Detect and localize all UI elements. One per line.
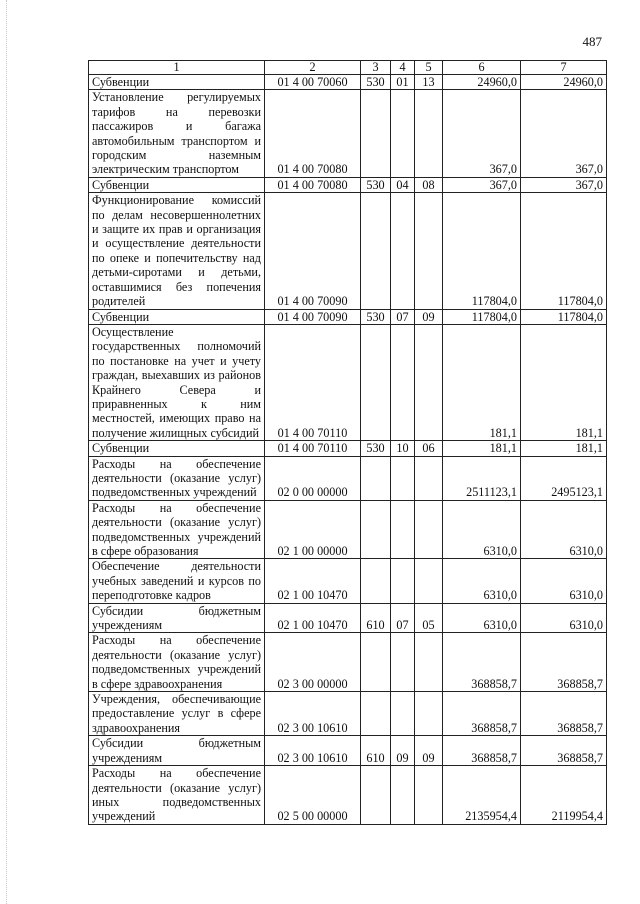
row-name-cell: Расходы на обеспечение деятельности (оказание услуг) подведомственных учреждений (89, 456, 265, 500)
row-section-cell (391, 692, 415, 736)
row-type-cell (361, 90, 391, 177)
row-amount-1-cell: 181,1 (443, 441, 521, 456)
row-name-cell: Субвенции (89, 75, 265, 90)
row-subsection-cell: 08 (415, 177, 443, 192)
row-amount-1-cell: 117804,0 (443, 193, 521, 309)
row-name-cell: Субвенции (89, 309, 265, 324)
row-section-cell (391, 456, 415, 500)
table-row (89, 193, 607, 309)
row-section-cell (391, 90, 415, 177)
row-amount-2-cell: 117804,0 (521, 193, 607, 309)
row-amount-2-cell: 6310,0 (521, 559, 607, 603)
row-subsection-cell (415, 324, 443, 440)
row-subsection-cell: 05 (415, 603, 443, 633)
row-type-cell: 530 (361, 177, 391, 192)
row-amount-1-cell: 367,0 (443, 90, 521, 177)
row-amount-2-cell: 367,0 (521, 90, 607, 177)
row-amount-1-cell: 2135954,4 (443, 766, 521, 825)
row-amount-2-cell: 6310,0 (521, 500, 607, 559)
row-type-cell (361, 456, 391, 500)
table-row (89, 736, 607, 766)
row-amount-1-cell: 368858,7 (443, 633, 521, 692)
row-amount-1-cell: 117804,0 (443, 309, 521, 324)
row-name-cell: Субвенции (89, 177, 265, 192)
column-header: 2 (265, 61, 361, 75)
row-code-cell: 01 4 00 70110 (265, 441, 361, 456)
row-subsection-cell: 06 (415, 441, 443, 456)
row-amount-2-cell: 368858,7 (521, 633, 607, 692)
row-section-cell: 01 (391, 75, 415, 90)
row-type-cell: 530 (361, 441, 391, 456)
row-subsection-cell (415, 500, 443, 559)
table-row (89, 324, 607, 440)
row-section-cell (391, 633, 415, 692)
row-amount-2-cell: 368858,7 (521, 692, 607, 736)
row-section-cell (391, 559, 415, 603)
row-subsection-cell (415, 193, 443, 309)
row-code-cell: 01 4 00 70090 (265, 193, 361, 309)
row-code-cell: 02 3 00 10610 (265, 692, 361, 736)
row-code-cell: 02 0 00 00000 (265, 456, 361, 500)
scan-edge-marks (6, 0, 9, 904)
row-subsection-cell: 13 (415, 75, 443, 90)
row-amount-1-cell: 181,1 (443, 324, 521, 440)
table-row (89, 309, 607, 324)
table-row (89, 766, 607, 825)
row-subsection-cell (415, 90, 443, 177)
row-subsection-cell (415, 692, 443, 736)
row-section-cell (391, 766, 415, 825)
column-header: 6 (443, 61, 521, 75)
budget-table (88, 60, 607, 825)
row-amount-2-cell: 24960,0 (521, 75, 607, 90)
row-subsection-cell (415, 456, 443, 500)
row-code-cell: 01 4 00 70060 (265, 75, 361, 90)
row-name-cell: Установление регулируемых тарифов на перевозки пассажиров и багажа автомобильным транспортом и городским наземным электрическим транспортом (89, 90, 265, 177)
row-name-cell: Расходы на обеспечение деятельности (оказание услуг) подведомственных учреждений в сфере образования (89, 500, 265, 559)
row-amount-1-cell: 6310,0 (443, 559, 521, 603)
row-type-cell: 610 (361, 603, 391, 633)
row-code-cell: 02 3 00 10610 (265, 736, 361, 766)
row-code-cell: 01 4 00 70110 (265, 324, 361, 440)
row-amount-1-cell: 6310,0 (443, 500, 521, 559)
row-amount-1-cell: 367,0 (443, 177, 521, 192)
row-type-cell: 610 (361, 736, 391, 766)
row-name-cell: Расходы на обеспечение деятельности (оказание услуг) иных подведомственных учреждений (89, 766, 265, 825)
row-name-cell: Обеспечение деятельности учебных заведений и курсов по переподготовке кадров (89, 559, 265, 603)
row-amount-2-cell: 181,1 (521, 324, 607, 440)
row-type-cell (361, 324, 391, 440)
column-header: 5 (415, 61, 443, 75)
row-amount-1-cell: 24960,0 (443, 75, 521, 90)
table-row (89, 603, 607, 633)
row-section-cell: 07 (391, 603, 415, 633)
row-name-cell: Функционирование комиссий по делам несовершеннолетних и защите их прав и организация и осуществление деятельности по опеке и попечительству над детьми-сиротами и детьми, оставшимися без попечения родителей (89, 193, 265, 309)
row-amount-1-cell: 368858,7 (443, 692, 521, 736)
row-name-cell: Субвенции (89, 441, 265, 456)
table-row (89, 559, 607, 603)
row-section-cell (391, 193, 415, 309)
row-section-cell (391, 500, 415, 559)
table-row (89, 177, 607, 192)
table-row (89, 692, 607, 736)
row-type-cell (361, 692, 391, 736)
row-name-cell: Учреждения, обеспечивающие предоставление услуг в сфере здравоохранения (89, 692, 265, 736)
table-row (89, 441, 607, 456)
row-name-cell: Субсидии бюджетным учреждениям (89, 603, 265, 633)
page-number: 487 (582, 34, 602, 49)
table-header-row (89, 61, 607, 75)
row-code-cell: 02 1 00 10470 (265, 603, 361, 633)
row-type-cell (361, 633, 391, 692)
row-section-cell: 07 (391, 309, 415, 324)
row-amount-2-cell: 367,0 (521, 177, 607, 192)
row-section-cell: 04 (391, 177, 415, 192)
table-row (89, 456, 607, 500)
row-subsection-cell (415, 766, 443, 825)
column-header: 1 (89, 61, 265, 75)
row-amount-2-cell: 2119954,4 (521, 766, 607, 825)
table-row (89, 500, 607, 559)
row-code-cell: 02 5 00 00000 (265, 766, 361, 825)
column-header: 4 (391, 61, 415, 75)
row-type-cell (361, 559, 391, 603)
column-header: 3 (361, 61, 391, 75)
row-subsection-cell: 09 (415, 309, 443, 324)
row-subsection-cell (415, 559, 443, 603)
row-amount-2-cell: 181,1 (521, 441, 607, 456)
row-code-cell: 02 3 00 00000 (265, 633, 361, 692)
row-name-cell: Субсидии бюджетным учреждениям (89, 736, 265, 766)
row-amount-1-cell: 368858,7 (443, 736, 521, 766)
table-row (89, 90, 607, 177)
row-code-cell: 01 4 00 70080 (265, 177, 361, 192)
row-amount-2-cell: 368858,7 (521, 736, 607, 766)
row-section-cell: 10 (391, 441, 415, 456)
row-type-cell (361, 500, 391, 559)
table-row (89, 633, 607, 692)
row-amount-1-cell: 6310,0 (443, 603, 521, 633)
row-type-cell: 530 (361, 309, 391, 324)
row-subsection-cell (415, 633, 443, 692)
row-type-cell (361, 193, 391, 309)
row-amount-2-cell: 117804,0 (521, 309, 607, 324)
row-section-cell (391, 324, 415, 440)
row-amount-2-cell: 2495123,1 (521, 456, 607, 500)
row-code-cell: 02 1 00 10470 (265, 559, 361, 603)
table-body (89, 75, 607, 825)
column-header: 7 (521, 61, 607, 75)
row-type-cell: 530 (361, 75, 391, 90)
row-subsection-cell: 09 (415, 736, 443, 766)
row-amount-1-cell: 2511123,1 (443, 456, 521, 500)
row-amount-2-cell: 6310,0 (521, 603, 607, 633)
row-name-cell: Расходы на обеспечение деятельности (оказание услуг) подведомственных учреждений в сфере здравоохранения (89, 633, 265, 692)
row-name-cell: Осуществление государственных полномочий по постановке на учет и учету граждан, выехавших из районов Крайнего Севера и приравненных к ним местностей, имеющих право на получение жилищных субсидий (89, 324, 265, 440)
table-row (89, 75, 607, 90)
row-code-cell: 02 1 00 00000 (265, 500, 361, 559)
row-section-cell: 09 (391, 736, 415, 766)
row-code-cell: 01 4 00 70080 (265, 90, 361, 177)
row-type-cell (361, 766, 391, 825)
row-code-cell: 01 4 00 70090 (265, 309, 361, 324)
